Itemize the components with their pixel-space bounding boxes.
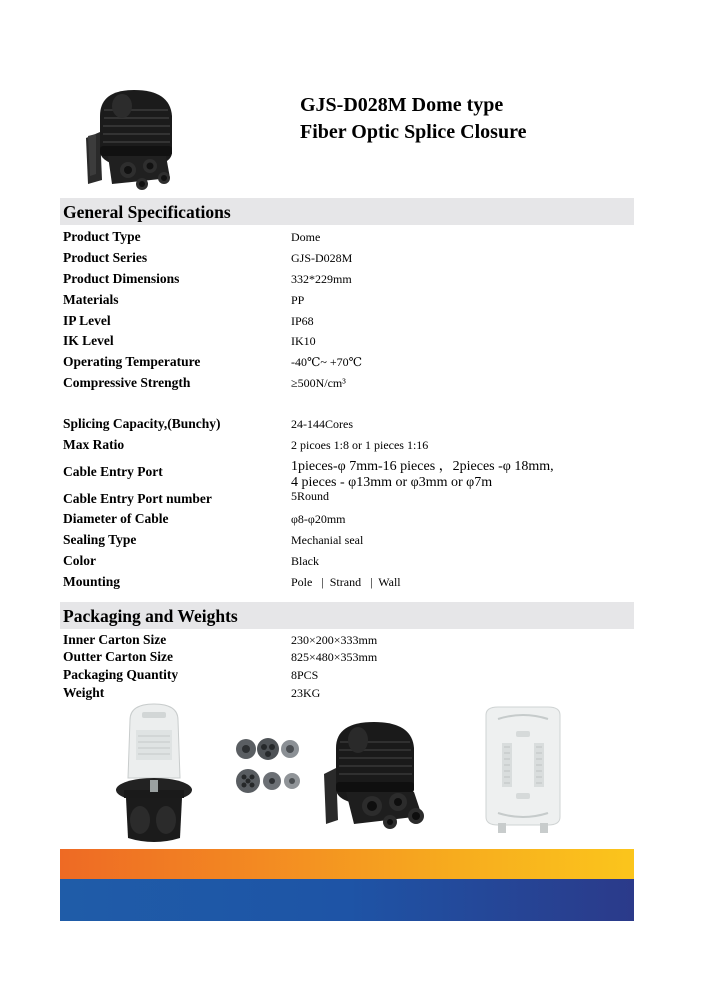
pack-label: Inner Carton Size	[63, 632, 167, 647]
pack-row-quantity	[63, 667, 633, 687]
section-title: Packaging and Weights	[63, 606, 238, 626]
spec-label: Splicing Capacity,(Bunchy)	[63, 416, 221, 431]
spec-row-product-type	[63, 229, 633, 249]
packaging-weights-header	[60, 602, 634, 629]
spec-value: GJS-D028M	[291, 251, 353, 265]
spec-row-cable-entry-port	[63, 459, 633, 490]
spec-label: Product Type	[63, 229, 141, 244]
product-image-port-seals	[234, 735, 302, 797]
pack-value: 825×480×353mm	[291, 650, 378, 664]
spec-label: Mounting	[63, 574, 121, 589]
spec-row-mounting	[63, 574, 633, 594]
spec-label: IP Level	[63, 313, 111, 328]
spec-value-line-2: 4 pieces - φ13mm or φ3mm or φ7m	[291, 475, 493, 490]
spec-row-operating-temperature	[63, 354, 633, 374]
title-line-1: GJS-D028M Dome type	[300, 94, 504, 116]
spec-row-ik-level	[63, 333, 633, 353]
spec-value: 2 picoes 1:8 or 1 pieces 1:16	[291, 438, 429, 452]
spec-label: Compressive Strength	[63, 375, 191, 390]
general-specifications-header	[60, 198, 634, 225]
spec-value: Black	[291, 554, 319, 568]
section-title: General Specifications	[63, 202, 231, 222]
spec-value: -40℃~ +70℃	[291, 355, 363, 369]
spec-value: IP68	[291, 314, 314, 328]
pack-value: 8PCS	[291, 668, 319, 682]
spec-value	[291, 459, 554, 491]
spec-value: ≥500N/cm³	[291, 376, 346, 390]
spec-value: PP	[291, 293, 305, 307]
spec-label: Cable Entry Port	[63, 464, 163, 479]
spec-label: Max Ratio	[63, 437, 125, 452]
spec-label: Color	[63, 553, 96, 568]
spec-value: 332*229mm	[291, 272, 352, 286]
pack-value: 230×200×333mm	[291, 633, 378, 647]
spec-row-splicing-capacity	[63, 416, 633, 436]
spec-row-materials	[63, 292, 633, 312]
spec-label: Product Dimensions	[63, 271, 180, 286]
spec-row-color	[63, 553, 633, 573]
pack-label: Outter Carton Size	[63, 649, 173, 664]
spec-label: Sealing Type	[63, 532, 137, 547]
spec-label: IK Level	[63, 333, 114, 348]
spec-label: Operating Temperature	[63, 354, 201, 369]
spec-row-sealing-type	[63, 532, 633, 552]
spec-label: Diameter of Cable	[63, 511, 169, 526]
page-title	[300, 92, 526, 146]
spec-value: IK10	[291, 334, 316, 348]
pack-value: 23KG	[291, 686, 321, 700]
footer-bar-blue	[60, 879, 634, 921]
product-image-splice-tray	[478, 705, 568, 835]
spec-value: 5Round	[291, 489, 330, 503]
product-image-closure-top	[78, 86, 190, 192]
spec-value: Dome	[291, 230, 321, 244]
spec-value-line-1: 1pieces-φ 7mm-16 pieces ，2pieces -φ 18mm,	[291, 459, 554, 474]
spec-row-compressive-strength	[63, 375, 633, 395]
spec-label: Product Series	[63, 250, 148, 265]
pack-label: Weight	[63, 685, 105, 700]
spec-row-product-dimensions	[63, 271, 633, 291]
spec-value: 24-144Cores	[291, 417, 353, 431]
spec-value: Mechanial seal	[291, 533, 364, 547]
product-image-closure-side	[318, 718, 438, 830]
spec-row-diameter-of-cable	[63, 511, 633, 531]
pack-label: Packaging Quantity	[63, 667, 179, 682]
spec-label: Cable Entry Port number	[63, 491, 212, 506]
spec-label: Materials	[63, 292, 119, 307]
spec-value: φ8-φ20mm	[291, 512, 346, 526]
footer-bar-orange	[60, 849, 634, 879]
spec-row-cable-entry-port-number	[63, 491, 633, 511]
spec-row-ip-level	[63, 313, 633, 333]
product-image-open-closure	[110, 700, 200, 845]
spec-row-product-series	[63, 250, 633, 270]
spec-value: Pole | Strand | Wall	[291, 575, 401, 589]
spec-row-max-ratio	[63, 437, 633, 457]
title-line-2: Fiber Optic Splice Closure	[300, 121, 527, 143]
pack-row-outer-carton	[63, 649, 633, 669]
